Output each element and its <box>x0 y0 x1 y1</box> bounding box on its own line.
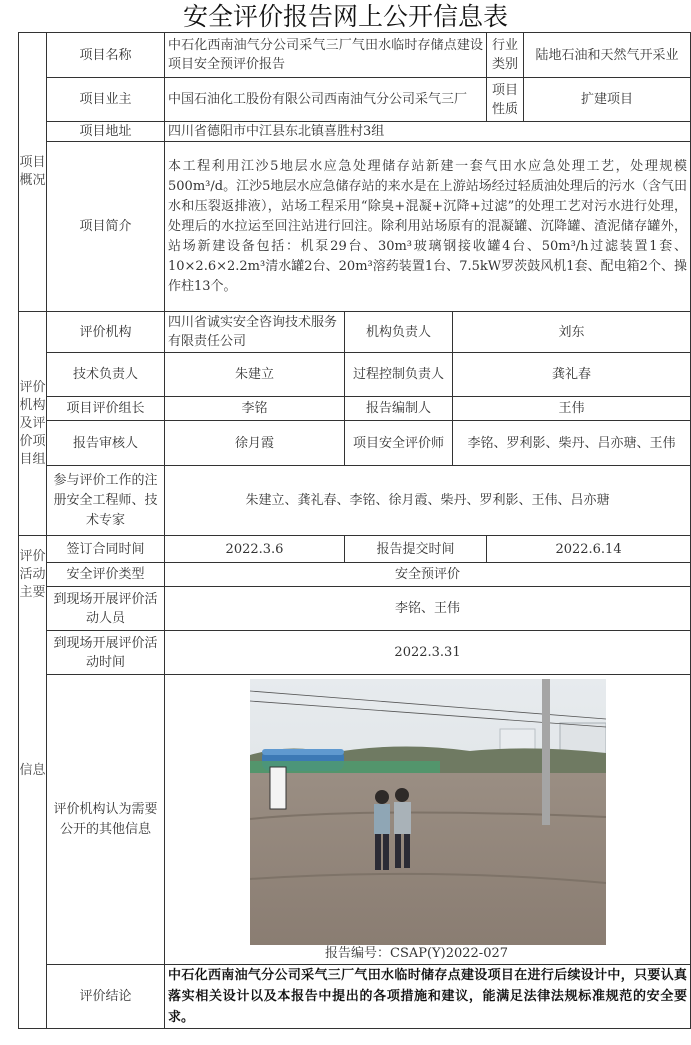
info-table <box>18 32 691 1029</box>
section-org: 评价机构及评价项目组 <box>19 312 47 536</box>
time-label: 到现场开展评价活动时间 <box>47 631 165 675</box>
reviewer-label: 报告审核人 <box>47 421 165 466</box>
section-overview: 项目概况 <box>19 33 47 312</box>
leader-label: 项目评价组长 <box>47 397 165 421</box>
intro-label: 项目简介 <box>47 142 165 312</box>
participants-value: 朱建立、龚礼春、李铭、徐月霞、柴丹、罗利影、王伟、吕亦瑭 <box>165 466 691 536</box>
contract-value: 2022.3.6 <box>165 536 345 563</box>
submit-value: 2022.6.14 <box>487 536 691 563</box>
owner-label: 项目业主 <box>47 78 165 122</box>
participants-label: 参与评价工作的注册安全工程师、技术专家 <box>47 466 165 536</box>
agency-value: 四川省诚实安全咨询技术服务有限责任公司 <box>165 312 345 353</box>
process-label: 过程控制负责人 <box>345 353 453 397</box>
time-value: 2022.3.31 <box>165 631 691 675</box>
other-label: 评价机构认为需要公开的其他信息 <box>47 675 165 965</box>
industry-label: 行业类别 <box>487 33 524 78</box>
submit-label: 报告提交时间 <box>345 536 487 563</box>
conclusion-value: 中石化西南油气分公司采气三厂气田水临时储存点建设项目在进行后续设计中，只要认真落实相关设计以及本报告中提出的各项措施和建议，能满足法律法规标准规范的安全要求。 <box>165 965 691 1029</box>
reviewer-value: 徐月霞 <box>165 421 345 466</box>
owner-value: 中国石油化工股份有限公司西南油气分公司采气三厂 <box>165 78 487 122</box>
section-activity <box>19 536 47 1029</box>
project-name-value: 中石化西南油气分公司采气三厂气田水临时存储点建设项目安全预评价报告 <box>165 33 487 78</box>
leader-value: 李铭 <box>165 397 345 421</box>
type-label: 安全评价类型 <box>47 563 165 587</box>
intro-value: 本工程利用江沙5地层水应急处理储存站新建一套气田水应急处理工艺，处理规模500m³/d。江沙5地层水应急储存站的来水是在上游站场经过轻质油处理后的污水（含气田水和压裂返排液），站场工程采用“除臭+混凝+沉降+过滤”的处理工艺对污水进行处理，处理后的水拉运至回注站进行回注。除利用站场原有的混凝罐、沉降罐、渣泥储存罐外，站场新建设备包括：机泵29台、30m³玻璃钢接收罐4台、50m³/h过滤装置1套、10×2.6×2.2m³清水罐2台、20m³溶药装置1台、7.5kW罗茨鼓风机1套、配电箱2个、操作柱13个。 <box>165 142 691 312</box>
industry-value: 陆地石油和天然气开采业 <box>524 33 691 78</box>
evaluator-label: 项目安全评价师 <box>345 421 453 466</box>
section-activity-label: 评价活动主要 <box>19 549 46 600</box>
head-value: 刘东 <box>453 312 691 353</box>
agency-label: 评价机构 <box>47 312 165 353</box>
staff-value: 李铭、王伟 <box>165 587 691 631</box>
process-value: 龚礼春 <box>453 353 691 397</box>
type-value: 安全预评价 <box>165 563 691 587</box>
tech-value: 朱建立 <box>165 353 345 397</box>
address-label: 项目地址 <box>47 122 165 142</box>
writer-label: 报告编制人 <box>345 397 453 421</box>
nature-value: 扩建项目 <box>524 78 691 122</box>
contract-label: 签订合同时间 <box>47 536 165 563</box>
page-title: 安全评价报告网上公开信息表 <box>182 2 508 31</box>
writer-value: 王伟 <box>453 397 691 421</box>
site-photo-cell <box>165 675 691 965</box>
address-value: 四川省德阳市中江县东北镇喜胜村3组 <box>165 122 691 142</box>
nature-label: 项目性质 <box>487 78 524 122</box>
project-name-label: 项目名称 <box>47 33 165 78</box>
report-number: 报告编号：CSAP(Y)2022-027 <box>325 946 509 961</box>
head-label: 机构负责人 <box>345 312 453 353</box>
tech-label: 技术负责人 <box>47 353 165 397</box>
section-info-label: 信息 <box>19 763 46 778</box>
conclusion-label: 评价结论 <box>47 965 165 1029</box>
evaluator-value: 李铭、罗利影、柴丹、吕亦瑭、王伟 <box>453 421 691 466</box>
site-photo <box>250 679 606 945</box>
staff-label: 到现场开展评价活动人员 <box>47 587 165 631</box>
